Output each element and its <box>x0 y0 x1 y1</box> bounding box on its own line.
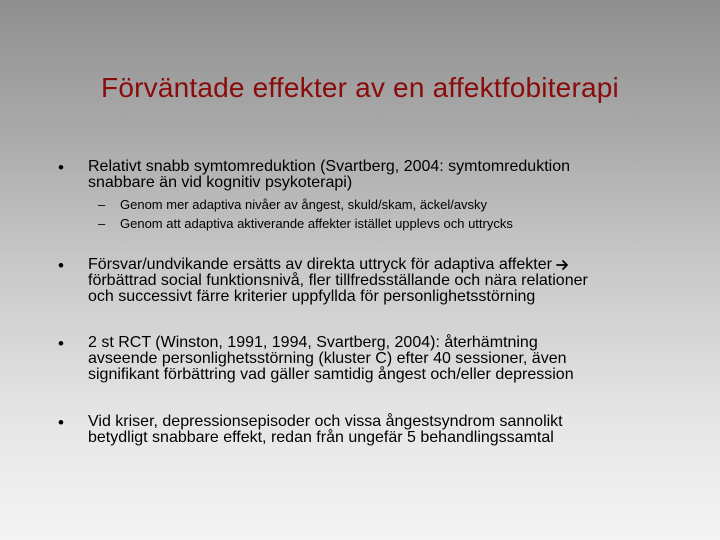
bullet-text <box>88 159 688 191</box>
bullet-text <box>88 257 688 305</box>
sub-bullet-marker: – <box>98 216 106 231</box>
bullet-marker: • <box>58 334 64 353</box>
bullet-line: 2 st RCT (Winston, 1991, 1994, Svartberg, 2004): återhämtning <box>88 334 538 351</box>
bullet-line: signifikant förbättring vad gäller samtidig ångest och/eller depression <box>88 366 574 383</box>
bullet-line: avseende personlighetsstörning (kluster C) efter 40 sessioner, även <box>88 350 567 367</box>
bullet-marker: • <box>58 256 64 275</box>
arrow-right-icon <box>556 259 570 271</box>
sub-bullet-text: Genom mer adaptiva nivåer av ångest, skuld/skam, äckel/avsky <box>120 197 488 212</box>
bullet-line <box>88 257 688 273</box>
bullet-text <box>88 414 688 446</box>
sub-bullet-text: Genom att adaptiva aktiverande affekter istället upplevs och uttrycks <box>120 216 513 231</box>
bullet-line: Relativt snabb symtomreduktion (Svartberg, 2004: symtomreduktion <box>88 158 570 175</box>
bullet-marker: • <box>58 158 64 177</box>
bullet-line: snabbare än vid kognitiv psykoterapi) <box>88 174 353 191</box>
bullet-line-text: Försvar/undvikande ersätts av direkta uttryck för adaptiva affekter <box>88 256 552 273</box>
bullet-text <box>88 335 688 383</box>
bullet-line: betydligt snabbare effekt, redan från ungefär 5 behandlingssamtal <box>88 429 554 446</box>
bullet-line: Vid kriser, depressionsepisoder och vissa ångestsyndrom sannolikt <box>88 413 563 430</box>
sub-bullet-marker: – <box>98 197 106 212</box>
bullet-marker: • <box>58 413 64 432</box>
bullet-line: och successivt färre kriterier uppfyllda för personlighetsstörning <box>88 288 536 305</box>
slide-title: Förväntade effekter av en affektfobiterapi <box>101 72 619 103</box>
bullet-line: förbättrad social funktionsnivå, fler tillfredsställande och nära relationer <box>88 272 588 289</box>
